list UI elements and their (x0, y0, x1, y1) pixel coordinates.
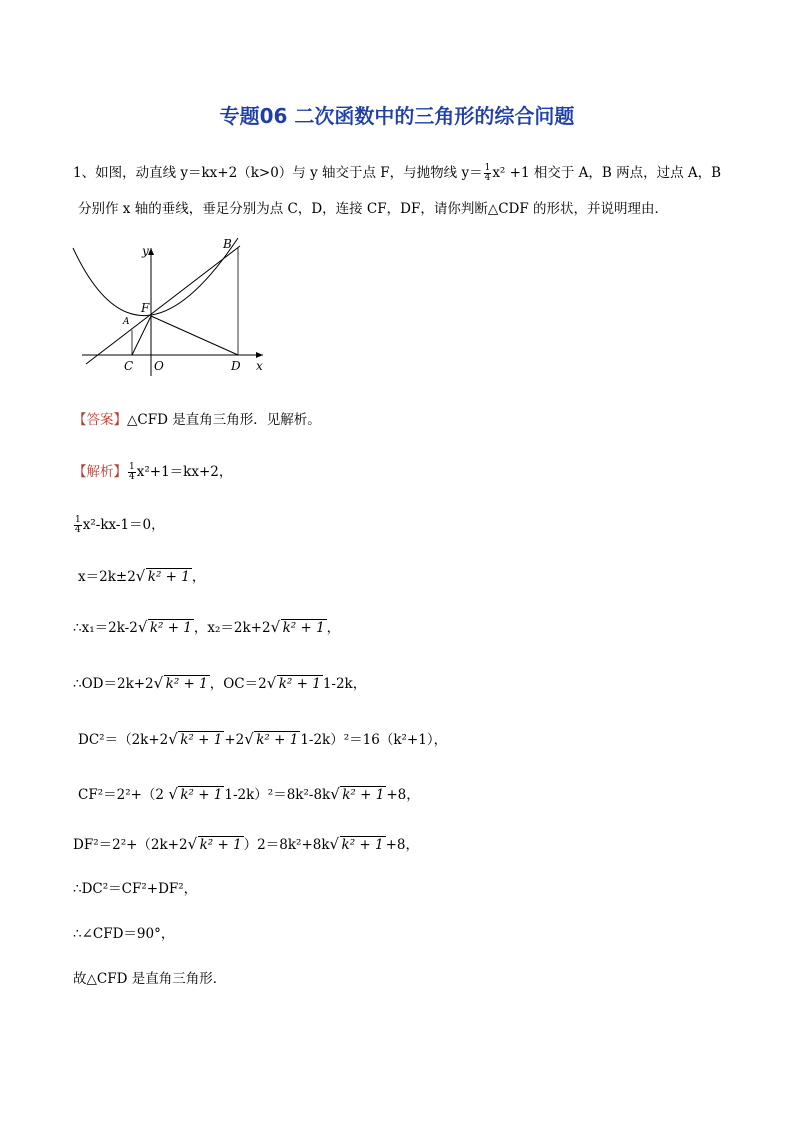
analysis-tag: 【解析】 (73, 464, 127, 480)
problem-text-1: 1、如图，动直线 y＝kx+2（k>0）与 y 轴交于点 F，与抛物线 y＝ (73, 165, 483, 181)
answer-line (73, 408, 321, 428)
answer-text: △CFD 是直角三角形．见解析。 (127, 412, 321, 428)
function-figure (68, 238, 268, 378)
fraction: $\frac{1}{4}$ (484, 163, 491, 183)
analysis-line-11: 故△CFD 是直角三角形． (73, 971, 227, 987)
problem-line-2: 分别作 x 轴的垂线，垂足分别为点 C，D，连接 CF，DF，请你判断△CDF 的形状，并说明理由． (78, 201, 669, 217)
analysis-line-10: ∴∠CFD＝90°， (73, 926, 175, 942)
label-C: C (124, 359, 134, 373)
label-F: F (141, 301, 150, 315)
parabola (73, 238, 238, 316)
problem-line-1 (73, 160, 743, 186)
analysis-line-3: x＝2k±2√ k² + 1 ， (78, 565, 205, 585)
page-title: 专题06 二次函数中的三角形的综合问题 (219, 104, 575, 128)
analysis-line-5: ∴OD＝2k+2√ k² + 1 ，OC＝2√ k² + 1 1-2k， (73, 672, 366, 692)
label-B: B (223, 238, 232, 251)
analysis-line-4: ∴x₁＝2k-2√ k² + 1 ，x₂＝2k+2√ k² + 1 ， (73, 616, 340, 636)
analysis-line-2: $\frac{1}{4}$ x²-kx-1＝0， (75, 515, 165, 535)
analysis-line-9: ∴DC²＝CF²+DF²， (73, 881, 198, 897)
analysis-line-6: DC²＝（2k+2√ k² + 1 +2√ k² + 1 1-2k）²＝16（k²+1）， (78, 728, 447, 748)
label-y: y (142, 244, 149, 258)
label-A: A (123, 317, 130, 327)
label-O: O (154, 359, 164, 373)
answer-tag: 【答案】 (73, 412, 127, 428)
analysis-line-1: 【解析】 $\frac{1}{4}$ x²+1＝kx+2， (73, 462, 233, 482)
label-x: x (256, 359, 263, 373)
label-D: D (231, 359, 241, 373)
line-kx-plus-2 (86, 246, 240, 364)
analysis-line-8: DF²＝2²+（2k+2√ k² + 1 ）2＝8k²+8k√ k² + 1 +8， (73, 833, 419, 853)
analysis-line-7: CF²＝2²+（2 √ k² + 1 1-2k）²＝8k²-8k√ k² + 1 +8， (78, 783, 420, 803)
problem-text-1b: x² +1 相交于 A，B 两点，过点 A，B (492, 165, 722, 181)
